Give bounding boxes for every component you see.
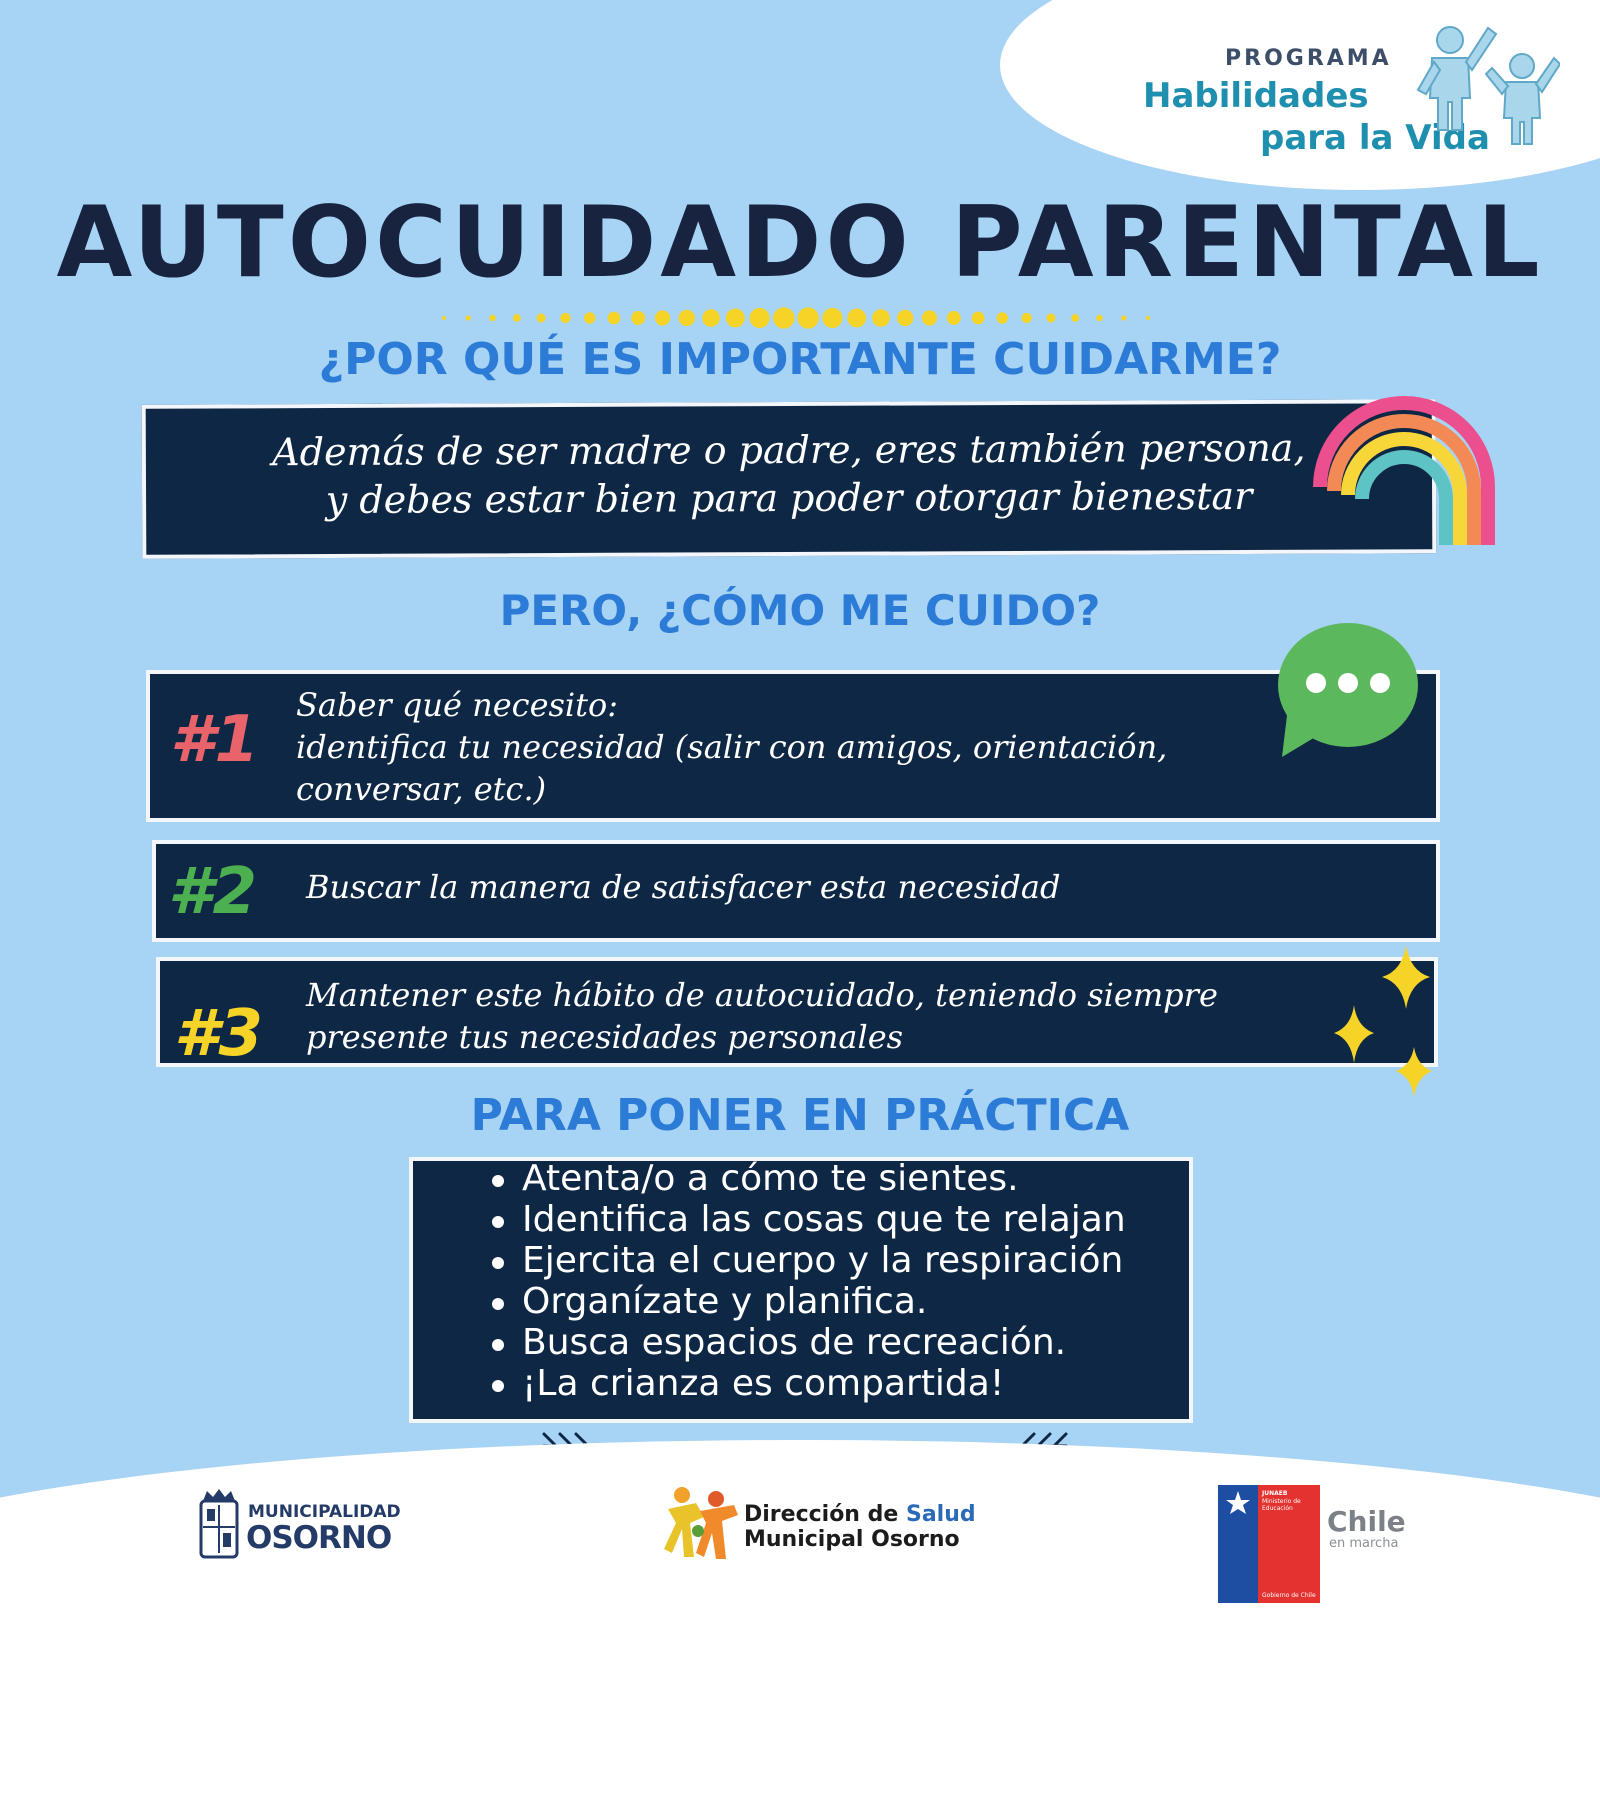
intro-line-1: Además de ser madre o padre, eres también persona, (272, 425, 1306, 475)
chile-label: Chile (1327, 1505, 1406, 1538)
salud-subtitle: Municipal Osorno (744, 1527, 960, 1552)
tip-item: Organízate y planifica. (486, 1281, 1126, 1322)
step-1-line1: Saber qué necesito: (296, 686, 619, 724)
program-name-line1: Habilidades (1143, 76, 1369, 116)
tip-item: Atenta/o a cómo te sientes. (486, 1158, 1126, 1199)
divider-dot (773, 307, 794, 328)
divider-dot (797, 307, 818, 328)
step-2-text: Buscar la manera de satisfacer esta necesidad (306, 868, 1061, 906)
health-people-icon (664, 1483, 740, 1563)
tip-item: Ejercita el cuerpo y la respiración (486, 1240, 1126, 1281)
step-3-text (306, 974, 1346, 1058)
rainbow-icon (1310, 395, 1496, 555)
municipalidad-label: MUNICIPALIDAD (248, 1502, 401, 1522)
tips-list (486, 1158, 1126, 1404)
page-title: AUTOCUIDADO PARENTAL (56, 186, 1544, 300)
divider-dot (442, 316, 446, 320)
divider-dot (872, 309, 890, 327)
divider-dot (702, 309, 720, 327)
step-1-text (296, 684, 1256, 810)
divider-dot (947, 311, 961, 325)
divider-dot (997, 312, 1008, 323)
divider-dot (655, 310, 670, 325)
tip-item: ¡La crianza es compartida! (486, 1363, 1126, 1404)
tip-item: Busca espacios de recreación. (486, 1322, 1126, 1363)
intro-panel (142, 399, 1437, 559)
tip-item: Identifica las cosas que te relajan (486, 1199, 1126, 1240)
how-heading: PERO, ¿CÓMO ME CUIDO? (499, 586, 1101, 635)
divider-dot (1096, 315, 1102, 321)
junaeb-sub1: Ministerio de (1262, 1498, 1301, 1505)
divider-dot (1046, 314, 1055, 323)
junaeb-sub2: Educación (1262, 1505, 1293, 1512)
step-1-line2: identifica tu necesidad (salir con amigos, orientación, (296, 728, 1168, 766)
divider-dot (1022, 313, 1032, 323)
divider-dot (513, 314, 521, 322)
osorno-label: OSORNO (246, 1520, 392, 1556)
divider-dot (631, 311, 645, 325)
salud-title-a: Dirección de (744, 1502, 899, 1527)
sparkles-icon (1326, 945, 1446, 1105)
divider-dot (726, 309, 745, 328)
divider-dot (1071, 314, 1079, 322)
divider-dot (1121, 315, 1126, 320)
children-waving-icon (1410, 18, 1560, 148)
divider-dot (560, 313, 570, 323)
divider-dot (1146, 316, 1150, 320)
divider-dot (897, 310, 913, 326)
divider-dot (679, 310, 695, 326)
step-1-line3: conversar, etc.) (296, 770, 547, 808)
program-label: PROGRAMA (1225, 46, 1392, 71)
divider-dot (466, 315, 471, 320)
divider-dot (584, 312, 595, 323)
divider-dot (822, 308, 842, 328)
intro-line-2: y debes estar bien para poder otorgar bienestar (325, 473, 1253, 523)
divider-dot (750, 308, 770, 328)
practice-heading: PARA PONER EN PRÁCTICA (470, 1090, 1130, 1141)
divider-dot (922, 310, 937, 325)
step-1-number: #1 (170, 703, 260, 777)
chile-subtitle: en marcha (1329, 1536, 1399, 1551)
divider-dot (537, 314, 546, 323)
step-2-number: #2 (168, 855, 258, 929)
program-name-line2: para la Vida (1260, 118, 1490, 158)
salud-title-b: Salud (905, 1502, 976, 1527)
divider-dot (847, 309, 866, 328)
question-heading: ¿POR QUÉ ES IMPORTANTE CUIDARME? (318, 334, 1282, 385)
dotted-divider (436, 306, 1156, 330)
salud-title (744, 1502, 976, 1527)
junaeb-label: JUNAEB (1262, 1490, 1288, 1497)
step-3-line1: Mantener este hábito de autocuidado, teniendo siempre (306, 976, 1218, 1014)
divider-dot (608, 312, 621, 325)
step-3-number: #3 (174, 997, 264, 1071)
gobierno-label: Gobierno de Chile (1262, 1592, 1316, 1599)
municipal-crest-icon (197, 1487, 241, 1561)
chat-bubble-icon (1270, 615, 1420, 765)
government-flag-logo (1218, 1485, 1320, 1603)
divider-dot (972, 312, 985, 325)
divider-dot (489, 315, 495, 321)
step-3-line2: presente tus necesidades personales (306, 1018, 904, 1056)
